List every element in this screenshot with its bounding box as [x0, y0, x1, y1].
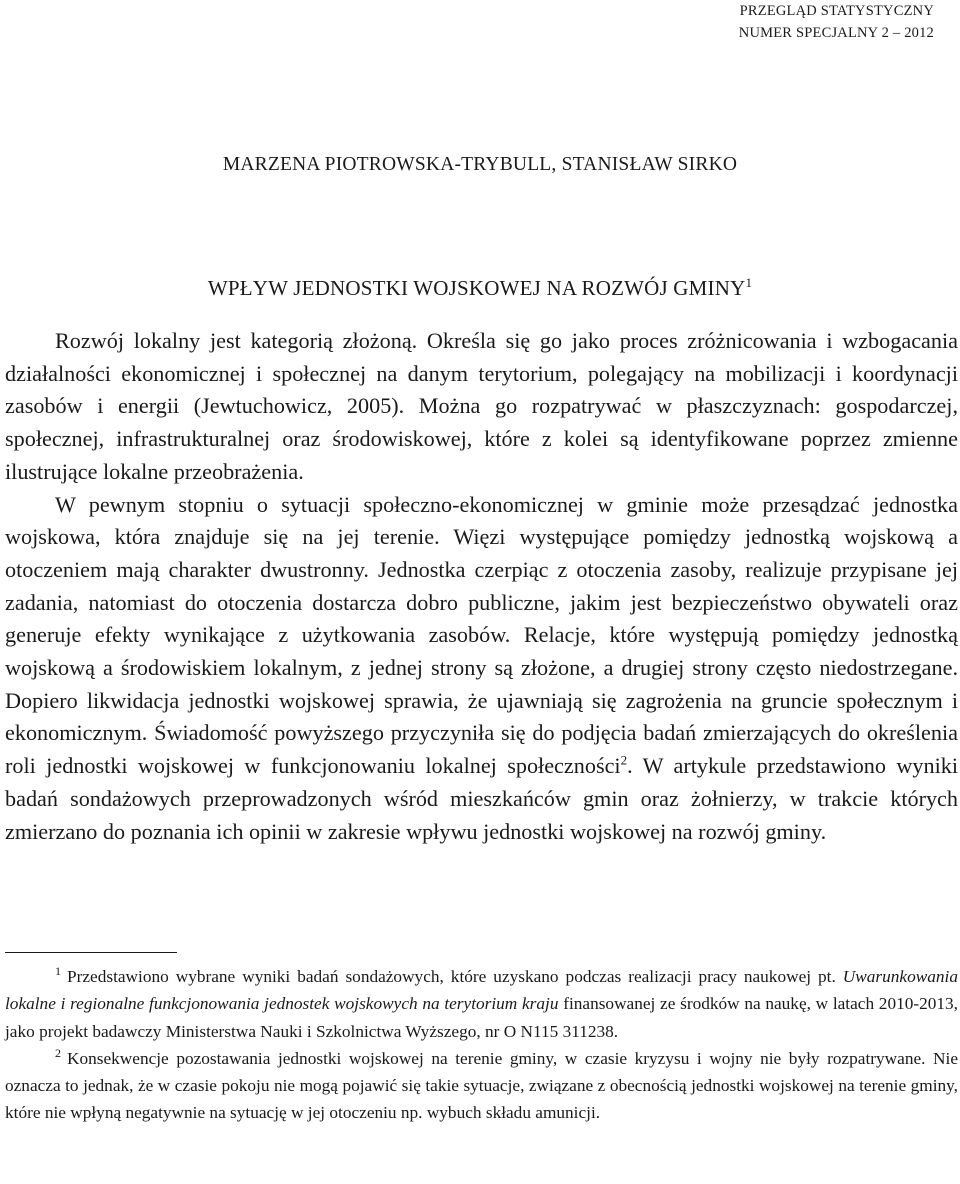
running-head [739, 0, 934, 44]
footnote-separator [5, 952, 177, 953]
body-paragraph-2 [5, 489, 958, 849]
footnote-2-mark: 2 [55, 1046, 61, 1061]
footnote-2-text: Konsekwencje pozostawania jednostki wojskowej na terenie gminy, w czasie kryzysu i wojny nie były rozpatrywane. Nie oznacza to jednak, że w czasie pokoju nie mogą pojawić się takie sytuacje, związane z obecnością jednostki wojskowej na terenie gminy, które nie wpłyną negatywnie na sytuację w jej otoczeniu np. wybuch składu amunicji. [5, 1048, 958, 1123]
issue-number: NUMER SPECJALNY 2 – 2012 [738, 25, 934, 41]
title-footnote-ref[interactable]: 1 [745, 275, 753, 290]
footnote-2 [5, 1045, 958, 1127]
article-authors: MARZENA PIOTROWSKA-TRYBULL, STANISŁAW SIRKO [222, 154, 738, 175]
article-body [5, 325, 958, 848]
article-title-block [0, 276, 960, 301]
footnotes [5, 963, 958, 1127]
journal-name: PRZEGLĄD STATYSTYCZNY [739, 3, 934, 19]
article-title: WPŁYW JEDNOSTKI WOJSKOWEJ NA ROZWÓJ GMINY [207, 276, 746, 300]
footnote-1-mark: 1 [55, 964, 61, 979]
footnote-1-text: Przedstawiono wybrane wyniki badań sondażowych, które uzyskano podczas realizacji pracy naukowej pt. [67, 967, 843, 986]
body-paragraph-1: Rozwój lokalny jest kategorią złożoną. Określa się go jako proces zróżnicowania i wzbogacania działalności ekonomicznej i społecznej na danym terytorium, polegający na mobilizacji i koordynacji zasobów i energii (Jewtuchowicz, 2005). Można go rozpatrywać w płaszczyznach: gospodarczej, społecznej, infrastrukturalnej oraz środowiskowej, które z kolei są identyfikowane poprzez zmienne ilustrujące lokalne przeobrażenia. [5, 328, 958, 484]
body-footnote-ref-2[interactable]: 2 [620, 752, 628, 768]
footnote-1-project-title: Uwarunkowania lokalne i regionalne funkcjonowania jednostek wojskowych na terytorium kraju [5, 967, 958, 1014]
body-paragraph-2-text: W pewnym stopniu o sytuacji społeczno-ekonomicznej w gminie może przesądzać jednostka wojskowa, która znajduje się na jej terenie. Więzi występujące pomiędzy jednostką wojskową a otoczeniem mają charakter dwustronny. Jednostka czerpiąc z otoczenia zasoby, realizuje przypisane jej zadania, natomiast do otoczenia dostarcza dobro publiczne, jakim jest bezpieczeństwo obywateli oraz generuje efekty wynikające z użytkowania zasobów. Relacje, które występują pomiędzy jednostką wojskową a środowiskiem lokalnym, z jednej strony są złożone, a drugiej strony często niedostrzegane. Dopiero likwidacja jednostki wojskowej sprawia, że ujawniają się zagrożenia na gruncie społecznym i ekonomicznym. Świadomość powyższego przyczyniła się do podjęcia badań zmierzających do określenia roli jednostki wojskowej w funkcjonowaniu lokalnej społeczności [5, 491, 958, 779]
footnote-1-text-cont: finansowanej ze środków na naukę, w latach 2010-2013, jako projekt badawczy Ministerstwa Nauki i Szkolnictwa Wyższego, nr O N115 311238. [5, 994, 959, 1041]
body-paragraph-2-continuation: . W artykule przedstawiono wyniki badań sondażowych przeprowadzonych wśród mieszkańców gmin oraz żołnierzy, w trakcie których zmierzano do poznania ich opinii w zakresie wpływu jednostki wojskowej na rozwój gminy. [5, 753, 958, 844]
footnote-1 [5, 963, 958, 1045]
